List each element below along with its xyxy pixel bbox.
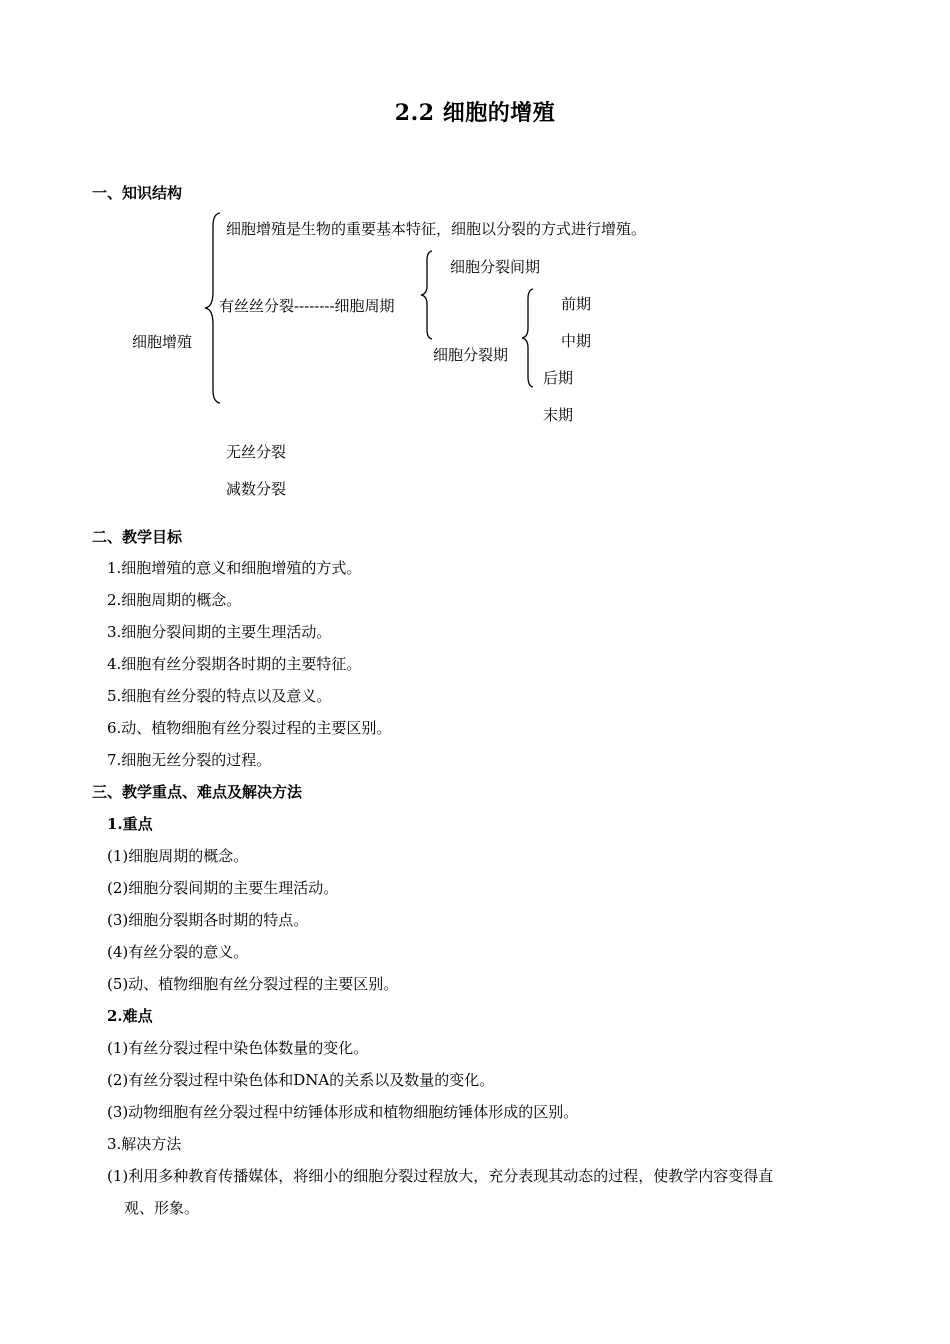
- key-point-item: (5)动、植物细胞有丝分裂过程的主要区别。: [107, 975, 399, 993]
- tree-meiosis: 减数分裂: [226, 480, 287, 498]
- solution-item-continued: 观、形象。: [124, 1199, 200, 1217]
- tree-stage-telophase: 末期: [543, 406, 574, 424]
- key-points-label: 1.重点: [107, 815, 153, 833]
- brace-division-phase: [520, 288, 536, 388]
- objective-item: 1.细胞增殖的意义和细胞增殖的方式。: [107, 559, 362, 577]
- difficulty-item: (3)动物细胞有丝分裂过程中纺锤体形成和植物细胞纺锤体形成的区别。: [107, 1103, 579, 1121]
- tree-stage-prophase: 前期: [561, 295, 592, 313]
- key-point-item: (3)细胞分裂期各时期的特点。: [107, 911, 309, 929]
- objective-item: 6.动、植物细胞有丝分裂过程的主要区别。: [107, 719, 392, 737]
- brace-cell-cycle: [419, 250, 435, 340]
- tree-interphase: 细胞分裂间期: [450, 258, 541, 276]
- tree-division-phase: 细胞分裂期: [433, 346, 509, 364]
- tree-mitosis: 有丝丝分裂--------细胞周期: [219, 297, 395, 315]
- page-title: 2.2 细胞的增殖: [394, 100, 556, 126]
- tree-stage-anaphase: 后期: [543, 369, 574, 387]
- section-1-heading: 一、知识结构: [92, 184, 183, 202]
- difficulty-item: (1)有丝分裂过程中染色体数量的变化。: [107, 1039, 369, 1057]
- objective-item: 3.细胞分裂间期的主要生理活动。: [107, 623, 332, 641]
- objective-item: 4.细胞有丝分裂期各时期的主要特征。: [107, 655, 362, 673]
- difficulties-label: 2.难点: [107, 1007, 153, 1025]
- tree-significance: 细胞增殖是生物的重要基本特征，细胞以分裂的方式进行增殖。: [226, 220, 647, 238]
- solution-item: (1)利用多种教育传播媒体，将细小的细胞分裂过程放大，充分表现其动态的过程，使教学内容变得直: [107, 1167, 774, 1185]
- key-point-item: (4)有丝分裂的意义。: [107, 943, 249, 961]
- section-2-heading: 二、教学目标: [92, 528, 183, 546]
- key-point-item: (2)细胞分裂间期的主要生理活动。: [107, 879, 339, 897]
- objective-item: 7.细胞无丝分裂的过程。: [107, 751, 272, 769]
- key-point-item: (1)细胞周期的概念。: [107, 847, 249, 865]
- objective-item: 2.细胞周期的概念。: [107, 591, 242, 609]
- tree-amitosis: 无丝分裂: [226, 443, 287, 461]
- solutions-label: 3.解决方法: [107, 1135, 182, 1153]
- tree-root: 细胞增殖: [132, 333, 193, 351]
- difficulty-item: (2)有丝分裂过程中染色体和DNA的关系以及数量的变化。: [107, 1071, 495, 1089]
- tree-stage-metaphase: 中期: [561, 332, 592, 350]
- section-3-heading: 三、教学重点、难点及解决方法: [92, 783, 303, 801]
- objective-item: 5.细胞有丝分裂的特点以及意义。: [107, 687, 332, 705]
